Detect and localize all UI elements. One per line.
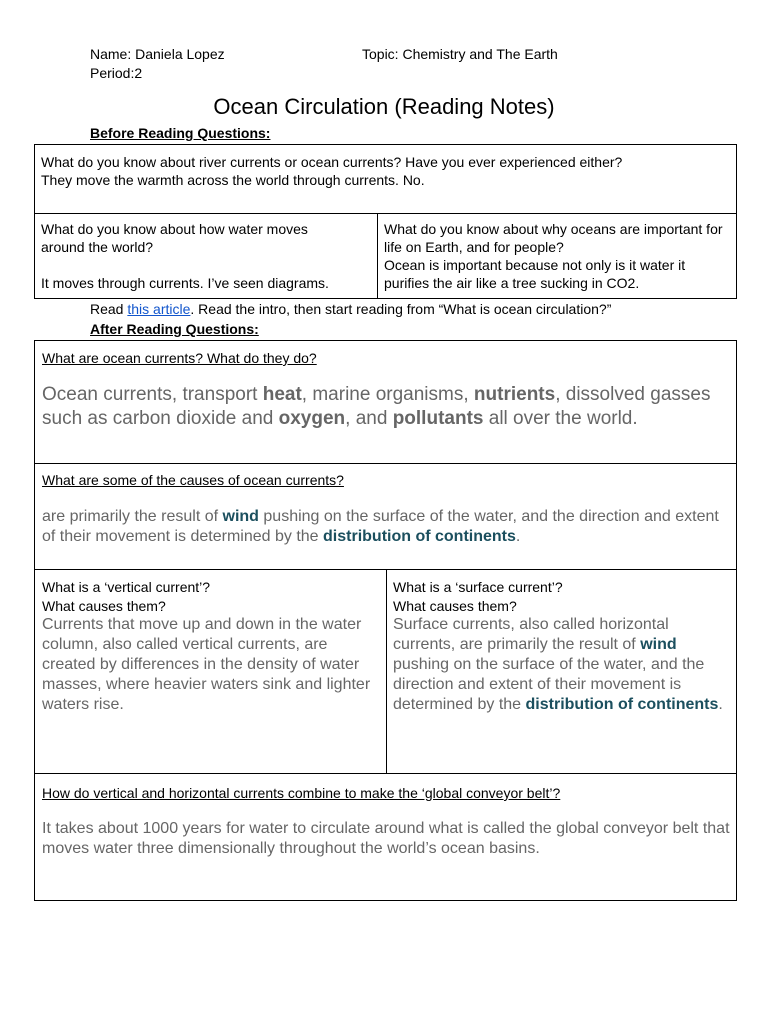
after-q1: What are ocean currents? What do they do? — [42, 350, 317, 366]
period: Period:2 — [90, 65, 143, 81]
read-suffix: . Read the intro, then start reading from “What is ocean circulation?” — [190, 301, 612, 317]
article-link[interactable]: this article — [127, 301, 191, 317]
after-a4: Surface currents, also called horizontal currents, are primarily the result of wind pushing on the surface of the water, and the direction and extent of their movement is determined by the distribution of continents. — [393, 616, 723, 713]
after-q4-cell — [386, 569, 737, 774]
before-q3: What do you know about why oceans are important for life on Earth, and for people? — [384, 221, 723, 255]
after-q3-line2: What causes them? — [42, 598, 166, 614]
after-a1: Ocean currents, transport heat, marine organisms, nutrients, dissolved gasses such as carbon dioxide and oxygen, and pollutants all over the world. — [42, 384, 711, 429]
before-q3-cell — [377, 213, 737, 299]
before-q2: What do you know about how water moves around the world? — [41, 221, 308, 255]
read-instructions — [90, 300, 611, 318]
before-q2-cell — [34, 213, 378, 299]
after-q3-cell — [34, 569, 387, 774]
after-a2: are primarily the result of wind pushing on the surface of the water, and the direction and extent of their movement is determined by the distribution of continents. — [42, 508, 719, 545]
after-a5: It takes about 1000 years for water to circulate around what is called the global conveyor belt that moves water three dimensionally throughout the world’s ocean basins. — [42, 820, 730, 857]
before-q1-cell — [34, 144, 737, 214]
read-prefix: Read — [90, 301, 128, 317]
after-q3-line1: What is a ‘vertical current’? — [42, 579, 211, 595]
after-q5-cell — [34, 773, 737, 901]
page-title: Ocean Circulation (Reading Notes) — [213, 94, 555, 119]
after-q2-cell — [34, 463, 737, 570]
after-q1-cell — [34, 340, 737, 464]
before-a3: Ocean is important because not only is it water it purifies the air like a tree sucking in CO2. — [384, 257, 686, 291]
student-name: Name: Daniela Lopez — [90, 46, 225, 62]
after-q5: How do vertical and horizontal currents combine to make the ‘global conveyor belt’? — [42, 785, 561, 801]
topic: Topic: Chemistry and The Earth — [362, 46, 558, 62]
after-a3: Currents that move up and down in the water column, also called vertical currents, are created by differences in the density of water masses, where heavier waters sink and lighter waters rise. — [42, 616, 371, 713]
before-q1: What do you know about river currents or ocean currents? Have you ever experienced either? — [41, 154, 623, 170]
after-q4-line1: What is a ‘surface current’? — [393, 579, 563, 595]
after-reading-heading: After Reading Questions: — [90, 321, 259, 337]
before-a2: It moves through currents. I’ve seen diagrams. — [41, 275, 329, 291]
after-q4-line2: What causes them? — [393, 598, 517, 614]
after-q2: What are some of the causes of ocean currents? — [42, 472, 344, 488]
before-reading-heading: Before Reading Questions: — [90, 125, 271, 141]
before-a1: They move the warmth across the world through currents. No. — [41, 172, 425, 188]
